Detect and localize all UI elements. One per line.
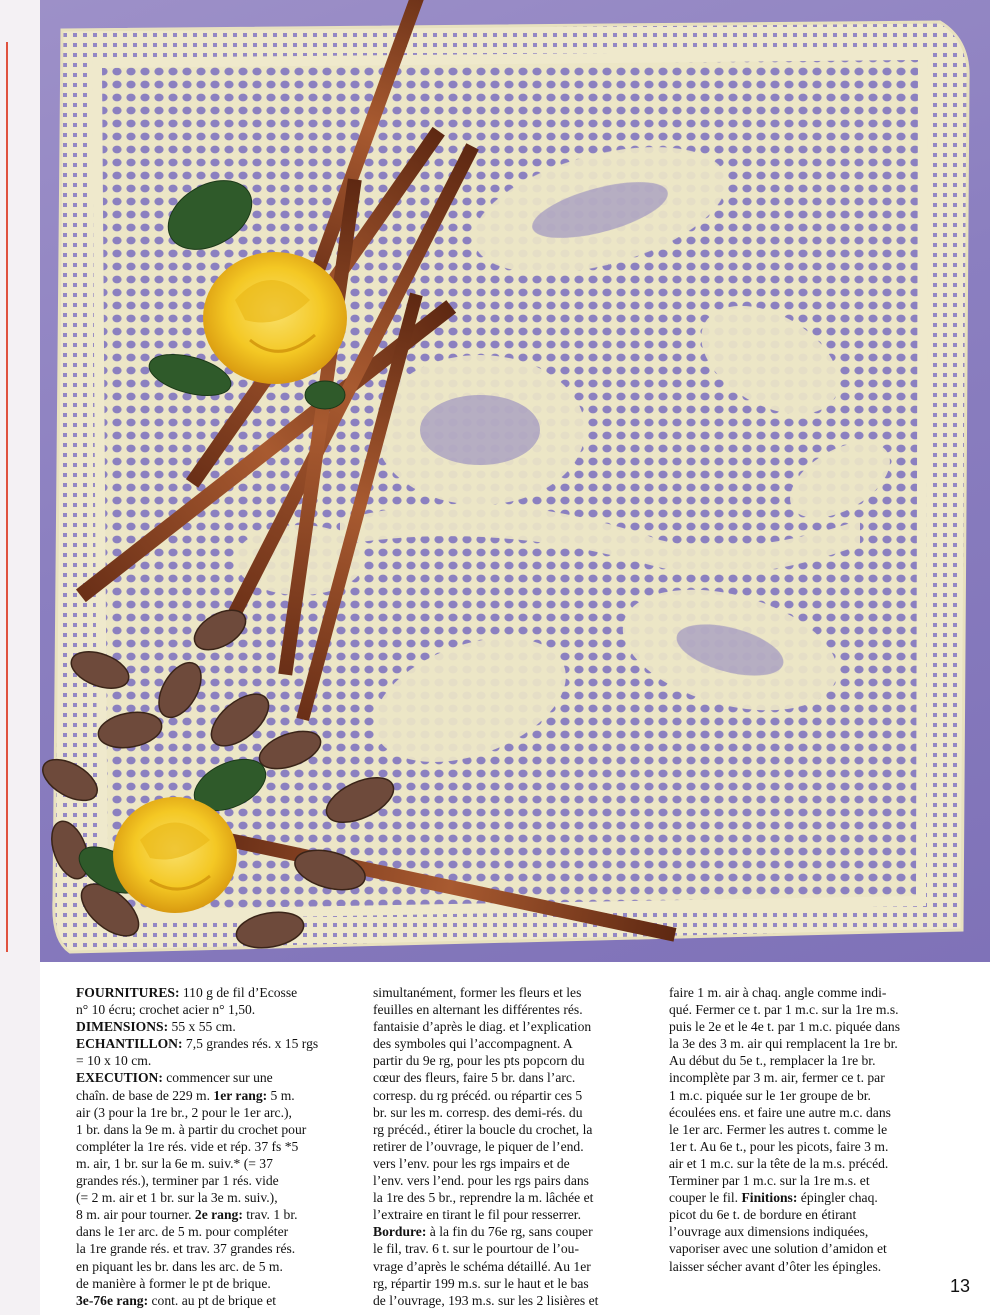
- rows-continued-text: simultanément, former les fleurs et les feuilles en alternant les différentes rés. fantaisie d’après le diag. et l’explication des symboles qui l’accompagnent. A partir du 9e rg, pour les pts popcorn du cœur des fleurs, faire 5 br. dans l’arc. corresp. du rg précéd. ou répartir ces 5 br. sur les m. corresp. des demi-rés. du rg précéd., étirer la boucle du crochet, la retirer de l’ouvrage, le piquer de l’end. vers l’env. pour les rgs impairs et de l’env. vers l’end. pour les rgs pairs dans la 1re des 5 br., reprendre la m. lâchée et l’extraire en tirant le fil pour resserrer.: [373, 985, 594, 1223]
- doily-illustration: [40, 0, 990, 962]
- materials-text: 110 g de fil d’Ecosse n° 10 écru; crochet acier n° 1,50.: [76, 985, 298, 1018]
- instructions-section: [40, 962, 990, 1315]
- finishing-text: épingler chaq. picot du 6e t. de bordure en étirant l’ouvrage aux dimensions indiquées, vaporiser avec une solution d’amidon et laisser sécher avant d’ôter les épingles.: [669, 1190, 887, 1274]
- execution-label: EXECUTION:: [76, 1070, 163, 1086]
- execution-text: commencer sur une chaîn. de base de 229 m.: [76, 1070, 273, 1103]
- materials-label: FOURNITURES:: [76, 985, 180, 1000]
- dimensions-label: DIMENSIONS:: [76, 1019, 169, 1035]
- gauge-text: 7,5 grandes rés. x 15 rgs = 10 x 10 cm.: [76, 1036, 319, 1069]
- rows3-76-text: cont. au pt de brique et: [148, 1292, 277, 1308]
- doily-photo: [40, 0, 990, 962]
- instructions-column-3: [669, 984, 945, 1275]
- row2-text: trav. 1 br. dans le 1er arc. de 5 m. pour compléter la 1re grande rés. et trav. 37 grandes rés. en piquant les br. dans les arc. de 5 m. de manière à former le pt de brique.: [76, 1207, 298, 1291]
- instructions-column-1: [76, 984, 352, 1309]
- border-continued-text: faire 1 m. air à chaq. angle comme indi- qué. Fermer ce t. par 1 m.c. sur la 1re m.s. puis le 2e et le 4e t. par 1 m.c. piquée dans la 3e des 3 m. air qui remplacent la 1re br. Au début du 5e t., remplacer la 1re br. incomplète par 3 m. air, fermer ce t. par 1 m.c. piquée sur le 1er groupe de br. écoulées ens. et faire une autre m.c. dans le 1er arc. Fermer les autres t. comme le 1er t. Au 6e t., pour les picots, faire 3 m. air et 1 m.c. sur la tête de la m.s. précéd. Terminer par 1 m.c. sur la 1re m.s. et couper le fil.: [669, 985, 901, 1206]
- row2-label: 2e rang:: [194, 1207, 243, 1223]
- instructions-column-2: [373, 984, 646, 1309]
- dimensions-text: 55 x 55 cm.: [171, 1019, 236, 1035]
- row1-label: 1er rang:: [213, 1087, 268, 1103]
- border-label: Bordure:: [373, 1224, 427, 1240]
- binding-edge: [0, 0, 41, 1315]
- rows3-76-label: 3e-76e rang:: [76, 1292, 149, 1308]
- crop-mark: [0, 42, 8, 952]
- border-text: à la fin du 76e rg, sans couper le fil, trav. 6 t. sur le pourtour de l’ou- vrage d’après le schéma détaillé. Au 1er rg, répartir 199 m.s. sur le haut et le bas de l’ouvrage, 193 m.s. sur les 2 lisières et: [373, 1224, 599, 1308]
- gauge-label: ECHANTILLON:: [76, 1036, 183, 1052]
- finishing-label: Finitions:: [741, 1190, 798, 1206]
- row1-text: 5 m. air (3 pour la 1re br., 2 pour le 1er arc.), 1 br. dans la 9e m. à partir du crochet pour compléter la 1re rés. vide et rép. 37 fs *5 m. air, 1 br. sur la 6e m. suiv.* (= 37 grandes rés.), terminer par 1 rés. vide (= 2 m. air et 1 br. sur la 3e m. suiv.), 8 m. air pour tourner.: [76, 1087, 307, 1223]
- page-number: 13: [949, 1276, 970, 1296]
